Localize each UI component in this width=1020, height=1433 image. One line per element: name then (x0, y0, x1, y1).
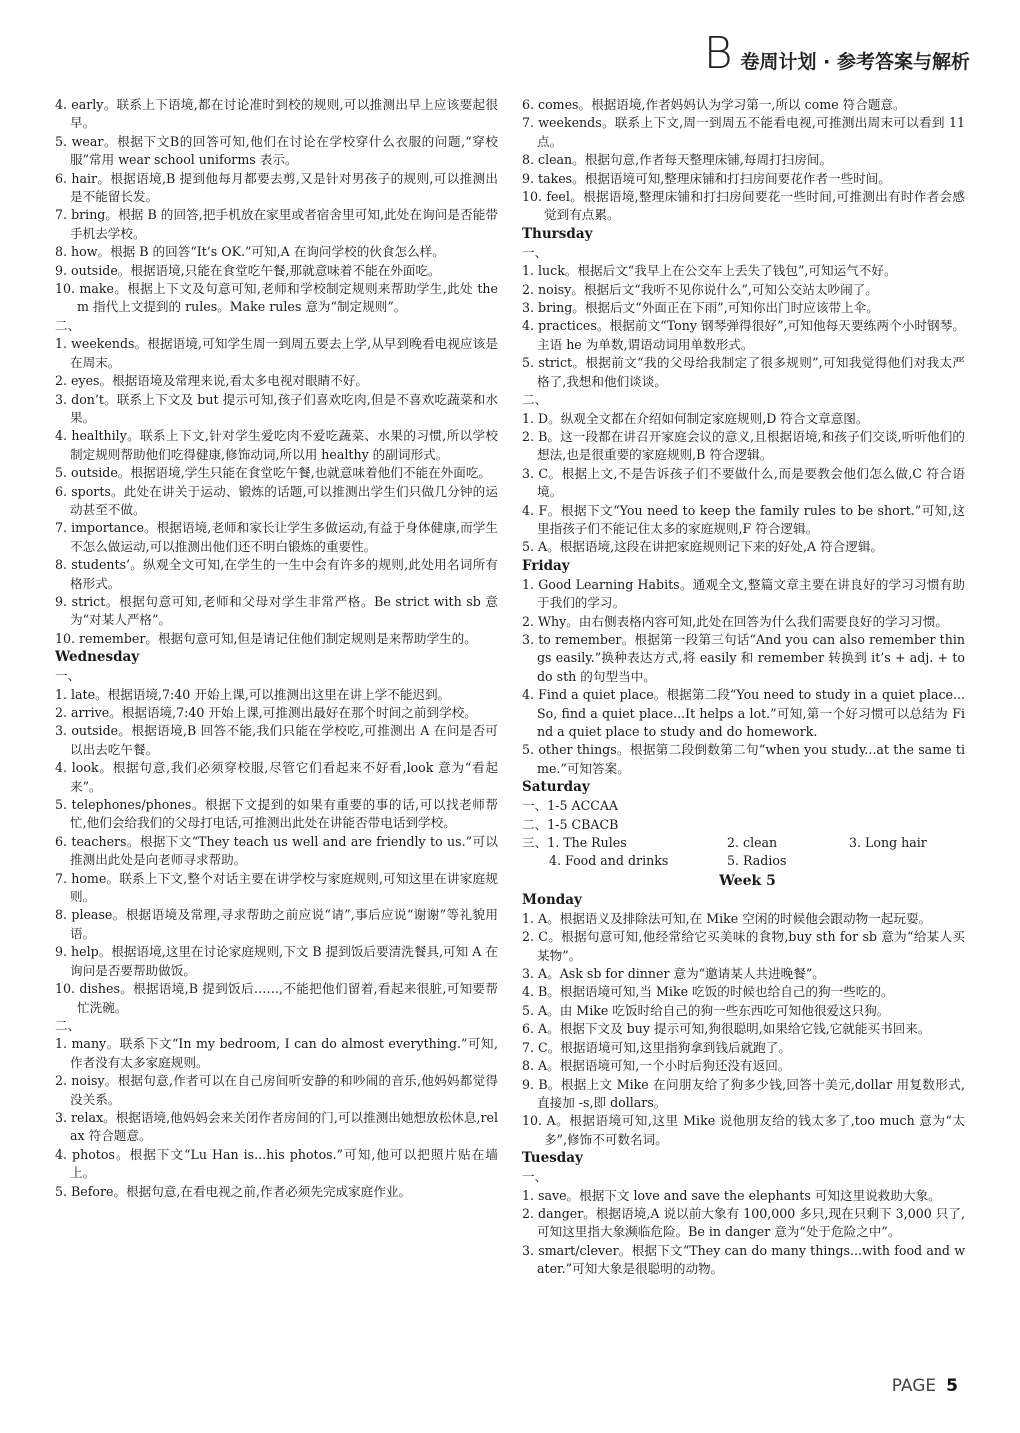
page-footer (892, 1376, 958, 1396)
answer-item: 5. Before。根据句意,在看电视之前,作者必须先完成家庭作业。 (55, 1183, 412, 1199)
page-header (703, 28, 970, 79)
answer-item: 6. teachers。根据下文“They teach us well and are friendly to us.”可以推测出此处是向老师寻求帮助。 (55, 833, 498, 868)
answer-item: 2. arrive。根据语境,7:40 开始上课,可推测出最好在那个时间之前到学校。 (55, 705, 477, 720)
answer-item: 4. Find a quiet place。根据第二段“You need to study in a quiet place... So, find a quiet place...It helps a lot.”可知,第一个好习惯可以总结为 Find a quiet place to study and do homework. (522, 687, 965, 739)
page-label: PAGE (891, 1376, 937, 1396)
answer-item: 7. C。根据语境可知,这里指狗拿到钱后就跑了。 (522, 1039, 791, 1055)
answer-item: 3. relax。根据语境,他妈妈会来关闭作者房间的门,可以推测出她想放松休息,relax 符合题意。 (55, 1109, 498, 1144)
section-label: 一、1-5 ACCAA (522, 798, 619, 814)
answer-item: 3. don’t。联系上下文及 but 提示可知,孩子们喜欢吃肉,但是不喜欢吃蔬菜和水果。 (55, 391, 498, 425)
answer-item: 9. strict。根据句意可知,老师和父母对学生非常严格。Be strict with sb 意为“对某人严格”。 (55, 593, 498, 628)
day-heading: Wednesday (55, 649, 140, 666)
answer-item: 7. home。联系上下文,整个对话主要在讲学校与家庭规则,可知这里在讲家庭规则。 (55, 870, 498, 905)
answer-item: 4. healthily。联系上下文,针对学生爱吃肉不爱吃蔬菜、水果的习惯,所以学校制定规则帮助他们吃得健康,修饰动词,所以用 healthy 的副词形式。 (55, 428, 498, 462)
answer-cell: 2. clean (727, 835, 778, 851)
answer-item: 8. A。根据语境可知,一个小时后狗还没有返回。 (522, 1058, 791, 1074)
section-label: 二、 (55, 317, 81, 333)
day-heading: Tuesday (522, 1150, 583, 1167)
answer-item: 1. late。根据语境,7:40 开始上课,可以推测出这里在讲上学不能迟到。 (55, 686, 451, 702)
answer-item: 6. comes。根据语境,作者妈妈认为学习第一,所以 come 符合题意。 (522, 97, 906, 112)
answer-item: 1. luck。根据后文“我早上在公交车上丢失了钱包”,可知运气不好。 (522, 263, 897, 279)
answer-item: 3. C。根据上文,不是告诉孩子们不要做什么,而是要教会他们怎么做,C 符合语境。 (522, 465, 965, 500)
section-label: 二、1-5 CBACB (522, 816, 619, 832)
answer-item: 1. D。纵观全文都在介绍如何制定家庭规则,D 符合文章意图。 (522, 410, 869, 426)
section-label: 一、 (55, 668, 81, 684)
answer-cell: 4. Food and drinks (549, 853, 669, 869)
answer-item: 3. A。Ask sb for dinner 意为“邀请某人共进晚餐”。 (522, 966, 825, 982)
answer-item: 1. many。联系下文“In my bedroom, I can do almost everything.”可知,作者没有太多家庭规则。 (55, 1036, 498, 1070)
answer-item: 10. A。根据语境可知,这里 Mike 说他朋友给的钱太多了,too much 意为“太多”,修饰不可数名词。 (522, 1113, 965, 1147)
answer-item: 2. C。根据句意可知,他经常给它买美味的食物,buy sth for sb 意为“给某人买某物”。 (522, 929, 965, 963)
week-heading: Week 5 (719, 872, 776, 889)
answer-item: 8. please。根据语境及常理,寻求帮助之前应说“请”,事后应说“谢谢”等礼貌用语。 (55, 907, 498, 941)
answer-row (522, 834, 965, 852)
answer-item: 5. telephones/phones。根据下文提到的如果有重要的事的话,可以找老师帮忙,他们会给我们的父母打电话,可推测出此处在讲能否带电话到学校。 (55, 797, 498, 831)
answer-item: 7. bring。根据 B 的回答,把手机放在家里或者宿舍里可知,此处在询问是否能带手机去学校。 (55, 207, 498, 241)
answer-item: 8. how。根据 B 的回答“It’s OK.”可知,A 在询问学校的伙食怎么样。 (55, 244, 445, 260)
answer-item: 1. A。根据语义及排除法可知,在 Mike 空闲的时候他会跟动物一起玩耍。 (522, 910, 932, 926)
answer-item: 7. weekends。联系上下文,周一到周五不能看电视,可推测出周末可以看到 11 点。 (522, 115, 965, 149)
answer-item: 2. noisy。根据后文“我听不见你说什么”,可知公交站太吵闹了。 (522, 281, 878, 297)
answer-item: 9. B。根据上文 Mike 在问朋友给了狗多少钱,回答十美元,dollar 用复数形式,直接加 -s,即 dollars。 (522, 1076, 965, 1110)
answer-item: 2. Why。由右侧表格内容可知,此处在回答为什么我们需要良好的学习习惯。 (522, 613, 949, 629)
answer-item: 1. save。根据下文 love and save the elephants 可知这里说救助大象。 (522, 1187, 941, 1203)
answer-item: 2. eyes。根据语境及常理来说,看太多电视对眼睛不好。 (55, 373, 368, 389)
answer-item: 5. other things。根据第二段倒数第二句“when you study...at the same time.”可知答案。 (522, 742, 965, 776)
answer-item: 8. clean。根据句意,作者每天整理床铺,每周打扫房间。 (522, 152, 833, 168)
section-label: 一、 (522, 244, 548, 260)
answer-item: 4. B。根据语境可知,当 Mike 吃饭的时候也给自己的狗一些吃的。 (522, 984, 894, 1000)
answer-item: 2. noisy。根据句意,作者可以在自己房间听安静的和吵闹的音乐,他妈妈都觉得没关系。 (55, 1073, 498, 1107)
answer-item: 10. feel。根据语境,整理床铺和打扫房间要花一些时间,可推测出有时作者会感觉到有点累。 (522, 189, 965, 223)
answer-item: 10. remember。根据句意可知,但是请记住他们制定规则是来帮助学生的。 (55, 630, 477, 646)
day-heading: Thursday (522, 225, 593, 242)
answer-item: 1. Good Learning Habits。通观全文,整篇文章主要在讲良好的学习习惯有助于我们的学习。 (522, 576, 965, 611)
answer-item: 4. photos。根据下文“Lu Han is...his photos.”可知,他可以把照片贴在墙上。 (55, 1146, 498, 1181)
answer-item: 9. takes。根据语境可知,整理床铺和打扫房间要花作者一些时间。 (522, 170, 891, 186)
answer-item: 5. A。由 Mike 吃饭时给自己的狗一些东西吃可知他很爱这只狗。 (522, 1002, 890, 1018)
answer-item: 8. students’。纵观全文可知,在学生的一生中会有许多的规则,此处用名词所有格形式。 (55, 557, 498, 591)
answer-item: 6. A。根据下文及 buy 提示可知,狗很聪明,如果给它钱,它就能买书回来。 (522, 1021, 931, 1037)
answer-cell: 三、1. The Rules (522, 835, 627, 851)
answer-item: 3. outside。根据语境,B 回答不能,我们只能在学校吃,可推测出 A 在问是否可以出去吃午餐。 (55, 723, 498, 757)
answer-cell: 3. Long hair (849, 835, 927, 851)
answer-item: 3. bring。根据后文“外面正在下雨”,可知你出门时应该带上伞。 (522, 300, 879, 316)
answer-item: 4. early。联系上下语境,都在讨论准时到校的规则,可以推测出早上应该要起很早。 (55, 97, 498, 131)
answer-row (522, 852, 965, 870)
header-title: 卷周计划 · 参考答案与解析 (740, 51, 970, 73)
answer-item: 9. help。根据语境,这里在讨论家庭规则,下文 B 提到饭后要清洗餐具,可知 A 在询问是否要帮助做饭。 (55, 944, 498, 978)
answer-item: 4. F。根据下文“You need to keep the family rules to be short.”可知,这里指孩子们不能记住太多的家庭规则,F 符合逻辑。 (522, 502, 965, 536)
answer-item: 5. strict。根据前文“我的父母给我制定了很多规则”,可知我觉得他们对我太严格了,我想和他们谈谈。 (522, 355, 965, 389)
answer-cell: 5. Radios (727, 853, 787, 869)
answer-item: 4. look。根据句意,我们必须穿校服,尽管它们看起来不好看,look 意为“看起来”。 (55, 760, 498, 794)
right-column (522, 96, 965, 1279)
answer-item: 7. importance。根据语境,老师和家长让学生多做运动,有益于身体健康,而学生不怎么做运动,可以推测出他们还不明白锻炼的重要性。 (55, 520, 498, 554)
answer-item: 5. A。根据语境,这段在讲把家庭规则记下来的好处,A 符合逻辑。 (522, 539, 884, 555)
answer-item: 6. sports。此处在讲关于运动、锻炼的话题,可以推测出学生们只做几分钟的运动甚至不做。 (55, 483, 498, 517)
answer-item: 10. make。根据上下文及句意可知,老师和学校制定规则来帮助学生,此处 them 指代上文提到的 rules。Make rules 意为“制定规则”。 (55, 281, 498, 315)
answer-item: 2. B。这一段都在讲召开家庭会议的意义,且根据语境,和孩子们交谈,听听他们的想法,也是很重要的家庭规则,B 符合逻辑。 (522, 428, 965, 463)
day-heading: Friday (522, 557, 570, 574)
section-label: 二、 (522, 392, 548, 408)
answer-item: 9. outside。根据语境,只能在食堂吃午餐,那就意味着不能在外面吃。 (55, 262, 441, 278)
answer-item: 3. smart/clever。根据下文“They can do many things...with food and water.”可知大象是很聪明的动物。 (522, 1242, 965, 1277)
page-number: 5 (946, 1376, 958, 1396)
left-column (55, 96, 498, 1201)
answer-item: 1. weekends。根据语境,可知学生周一到周五要去上学,从早到晚看电视应该是在周末。 (55, 336, 498, 370)
answer-item: 10. dishes。根据语境,B 提到饭后……,不能把他们留着,看起来很脏,可知要帮忙洗碗。 (55, 981, 498, 1015)
header-letter: B (703, 28, 733, 79)
answer-item: 4. practices。根据前文“Tony 钢琴弹得很好”,可知他每天要练两个小时钢琴。主语 he 为单数,谓语动词用单数形式。 (522, 318, 965, 352)
day-heading: Monday (522, 891, 582, 908)
answer-item: 2. danger。根据语境,A 说以前大象有 100,000 多只,现在只剩下 3,000 只了,可知这里指大象濒临危险。Be in danger 意为“处于危险之中”。 (522, 1205, 965, 1240)
answer-item: 5. wear。根据下文B的回答可知,他们在讨论在学校穿什么衣服的问题,“穿校服”常用 wear school uniforms 表示。 (55, 133, 498, 168)
section-label: 一、 (522, 1169, 548, 1185)
answer-item: 6. hair。根据语境,B 提到他每月都要去剪,又是针对男孩子的规则,可以推测出是不能留长发。 (55, 170, 498, 205)
section-label: 二、 (55, 1017, 81, 1033)
answer-item: 3. to remember。根据第一段第三句话“And you can also remember things easily.”换种表达方式,将 easily 和 remember 转换到 it’s + adj. + to do sth 的句型当中。 (522, 631, 965, 684)
answer-item: 5. outside。根据语境,学生只能在食堂吃午餐,也就意味着他们不能在外面吃。 (55, 465, 492, 481)
day-heading: Saturday (522, 779, 590, 796)
